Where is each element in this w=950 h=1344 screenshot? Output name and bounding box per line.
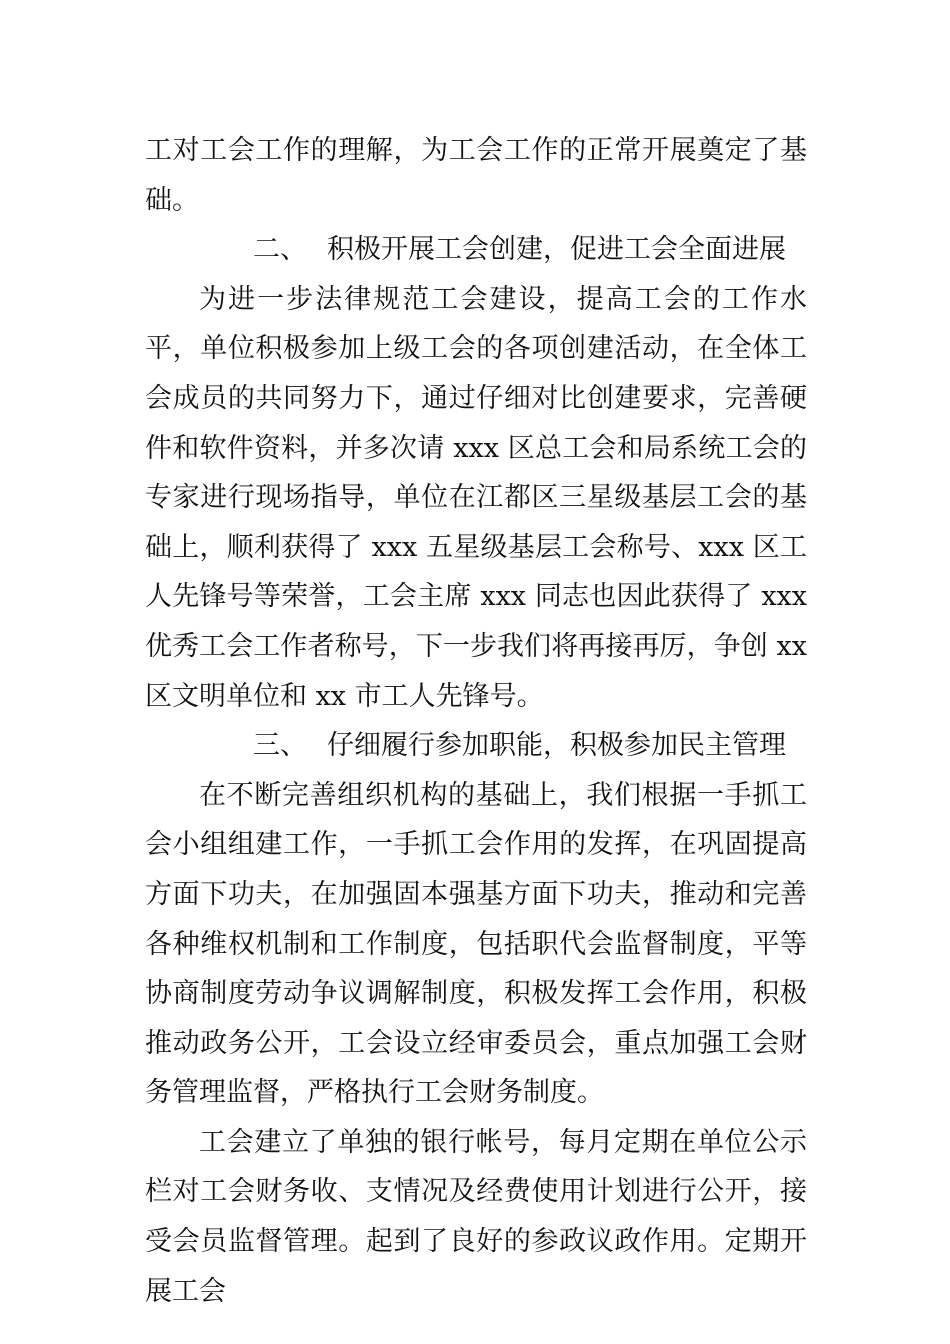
- paragraph-section-2: 为进一步法律规范工会建设，提高工会的工作水平，单位积极参加上级工会的各项创建活动，在全体工会成员的共同努力下，通过仔细对比创建要求，完善硬件和软件资料，并多次请 xxx 区总工会和局系统工会的专家进行现场指导，单位在江都区三星级基层工会的基础上，顺利获得了 xxx 五星级基层工会称号、xxx 区工人先锋号等荣誉，工会主席 xxx 同志也因此获得了 xxx 优秀工会工作者称号，下一步我们将再接再厉，争创 xx 区文明单位和 xx 市工人先锋号。: [145, 283, 807, 712]
- section-number: 二、: [253, 234, 307, 266]
- paragraph-section-3: 在不断完善组织机构的基础上，我们根据一手抓工会小组组建工作，一手抓工会作用的发挥，在巩固提高方面下功夫，在加强固本强基方面下功夫，推动和完善各种维权机制和工作制度，包括职代会监督制度，平等协商制度劳动争议调解制度，积极发挥工会作用，积极推动政务公开，工会设立经审委员会，重点加强工会财务管理监督，严格执行工会财务制度。: [145, 779, 807, 1109]
- section-title: 仔细履行参加职能，积极参加民主管理: [327, 730, 786, 762]
- document-body: [145, 126, 807, 1316]
- paragraph-finance: 工会建立了单独的银行帐号，每月定期在单位公示栏对工会财务收、支情况及经费使用计划进行公开，接受会员监督管理。起到了良好的参政议政作用。定期开展工会: [145, 1126, 807, 1307]
- section-number: 三、: [253, 730, 307, 762]
- section-title: 积极开展工会创建，促进工会全面进展: [327, 234, 786, 266]
- section-heading-2: [145, 225, 807, 275]
- paragraph-continuation: 工对工会工作的理解，为工会工作的正常开展奠定了基础。: [145, 135, 807, 216]
- section-heading-3: [145, 721, 807, 771]
